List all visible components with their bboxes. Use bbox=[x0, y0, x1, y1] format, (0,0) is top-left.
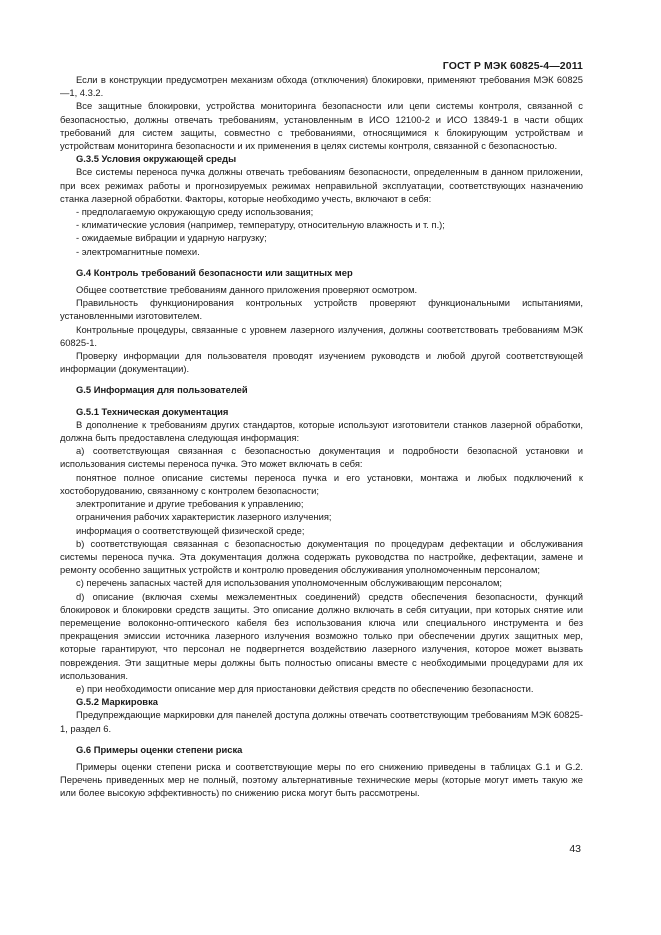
paragraph: электропитание и другие требования к управлению; bbox=[76, 498, 304, 510]
paragraph: понятное полное описание системы переноса пучка и его установки, монтажа и любых подключений к хостоборудованию, связанному с контролем безопасности; bbox=[60, 471, 583, 496]
paragraph: Если в конструкции предусмотрен механизм обхода (отключения) блокировки, применяют требования МЭК 60825—1, 4.3.2. bbox=[60, 74, 583, 99]
paragraph: Контрольные процедуры, связанные с уровнем лазерного излучения, должны соответствовать требованиям МЭК 60825-1. bbox=[60, 323, 583, 348]
subsection-heading: G.5.2 Маркировка bbox=[76, 696, 158, 708]
paragraph: b) соответствующая связанная с безопасностью документация по процедурам дефектации и обслуживания системы переноса пучка. Эта документация должна содержать руководства по настройке, дефектации, замене и ремонту особенно защитных устройств и контролю проведения обслуживания уполномоченным персоналом; bbox=[60, 537, 583, 576]
paragraph: Все защитные блокировки, устройства мониторинга безопасности или цепи системы контроля, связанной с безопасностью, должны отвечать требованиям, установленным в ИСО 12100-2 и ИСО 13849-1 в части общих требований для систем защиты, совместно с требованиями, относящимися к блокирующим устройствам и устройствам мониторинга безопасности и их применения в целях системы контроля, связанной с безопасностью. bbox=[60, 100, 583, 152]
paragraph: В дополнение к требованиям других стандартов, которые используют изготовители станков лазерной обработки, должна быть предоставлена следующая информация: bbox=[60, 418, 583, 444]
section-heading: G.4 Контроль требований безопасности или защитных мер bbox=[76, 266, 353, 278]
list-item: - предполагаемую окружающую среду использования; bbox=[76, 206, 314, 218]
page-number: 43 bbox=[569, 843, 581, 855]
paragraph: а) соответствующая связанная с безопасностью документация и подробности безопасной установки и использования системы переноса пучка. Это может включать в себя: bbox=[60, 445, 583, 470]
paragraph: d) описание (включая схемы межэлементных соединений) средств обеспечения безопасности, функций блокировок и блокировки средств защиты. Это описание должно включать в себя ситуации, при которых снятие или перемещение волоконно-оптического кабеля без использования ключа или специального инструмента и без прекращения эмиссии источника лазерного излучения возможно только при обеспечении других защитных мер, которые гарантируют, что персонал не подвергнется воздействию лазерного излучения, которое может вызвать повреждения. Эти защитные меры должны быть полностью описаны вместе с необходимыми процедурами для их использования. bbox=[60, 590, 583, 681]
paragraph: ограничения рабочих характеристик лазерного излучения; bbox=[76, 511, 332, 523]
section-heading: G.6 Примеры оценки степени риска bbox=[76, 743, 243, 755]
paragraph: Предупреждающие маркировки для панелей доступа должны отвечать соответствующим требованиям МЭК 60825-1, раздел 6. bbox=[60, 709, 583, 734]
list-item: - климатические условия (например, температуру, относительную влажность и т. п.); bbox=[76, 219, 445, 231]
paragraph: Общее соответствие требованиям данного приложения проверяют осмотром. bbox=[76, 284, 418, 296]
subsection-heading: G.5.1 Техническая документация bbox=[76, 405, 229, 417]
paragraph: Проверку информации для пользователя проводят изучением руководств и любой другой соответствующей информации (документации). bbox=[60, 350, 583, 375]
paragraph: e) при необходимости описание мер для приостановки действия средств по обеспечению безопасности. bbox=[76, 682, 534, 694]
paragraph: Все системы переноса пучка должны отвечать требованиям безопасности, определенным в данном приложении, при всех режимах работы и прогнозируемых режимах неправильной эксплуатации, соответствующих назначению станка лазерной обработки. Факторы, которые необходимо учесть, включают в себя: bbox=[60, 166, 583, 204]
list-item: - электромагнитные помехи. bbox=[76, 245, 200, 257]
paragraph: c) перечень запасных частей для использования уполномоченным обслуживающим персоналом; bbox=[76, 577, 503, 589]
section-heading: G.3.5 Условия окружающей среды bbox=[76, 153, 237, 165]
section-heading: G.5 Информация для пользователей bbox=[76, 384, 248, 396]
paragraph: Правильность функционирования контрольных устройств проверяют функциональными испытаниями, установленными изготовителем. bbox=[60, 297, 583, 322]
page-body bbox=[60, 73, 583, 800]
paragraph: информация о соответствующей физической среде; bbox=[76, 524, 305, 536]
document-header: ГОСТ Р МЭК 60825-4—2011 bbox=[442, 60, 583, 72]
paragraph: Примеры оценки степени риска и соответствующие меры по его снижению приведены в таблицах G.1 и G.2. Перечень приведенных мер не полный, поэтому альтернативные технические меры (которые могут иметь такую же или более высокую эффективность) по снижению риска могут быть рассмотрены. bbox=[60, 760, 583, 799]
list-item: - ожидаемые вибрации и ударную нагрузку; bbox=[76, 232, 267, 244]
